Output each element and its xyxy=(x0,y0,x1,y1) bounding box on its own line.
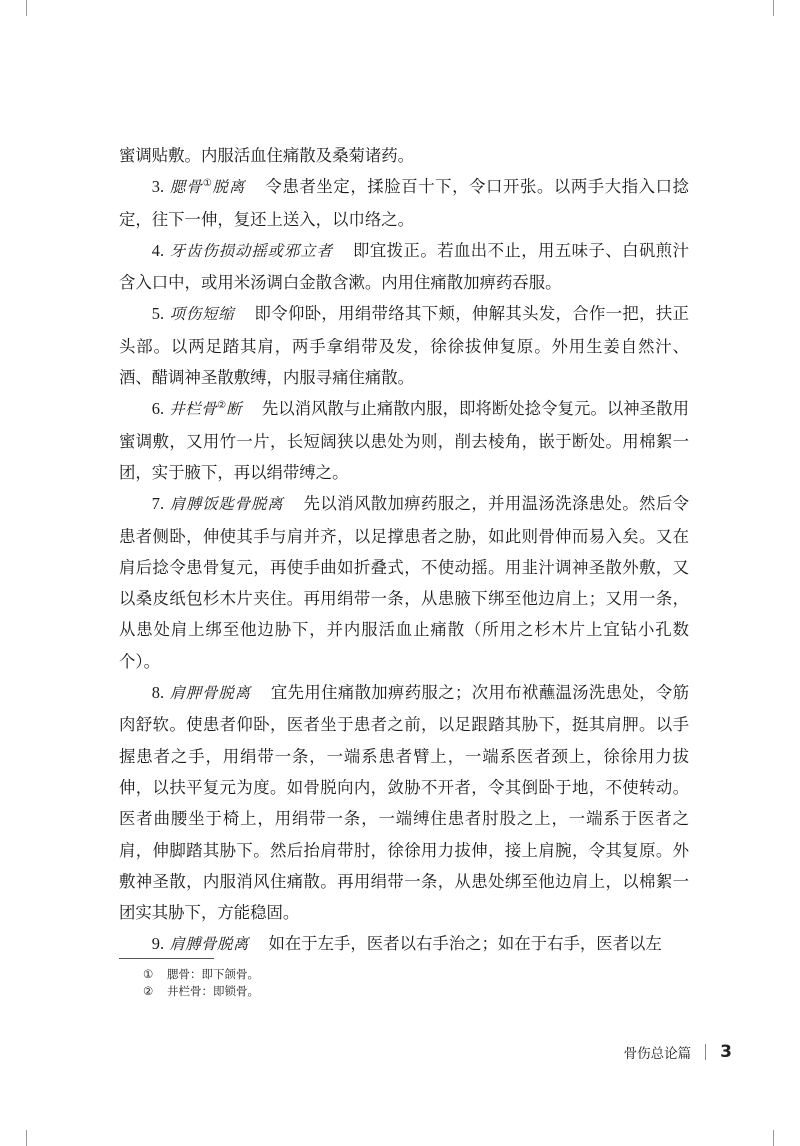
section-title-rest: 断 xyxy=(226,400,243,419)
text-line: 动。医者曲腰坐于椅上，用绢带一条，一端缚住患者肘股之上，一端系于医 xyxy=(119,777,690,829)
paragraph-intro: 蜜调贴敷。内服活血住痛散及桑菊诸药。 xyxy=(119,146,415,165)
page-number: 3 xyxy=(720,1042,732,1062)
section-paragraph xyxy=(119,298,689,393)
section-paragraph xyxy=(119,393,689,488)
section-number: 6. xyxy=(151,399,165,419)
text-line: 先以消风散加痹药服之，并用温汤洗涤患处。然 xyxy=(303,494,656,514)
running-foot-section: 骨伤总论篇 xyxy=(623,1046,692,1062)
text-line: 先以消风散与止痛散内服，即将断处捻令复元。以神 xyxy=(261,399,640,419)
footnote-rule xyxy=(119,958,214,959)
text-line: 令患者坐定，揉脸百十下，令口开张。以两手大指入口 xyxy=(264,177,673,197)
section-number: 5. xyxy=(151,304,165,324)
section-number: 8. xyxy=(151,683,165,703)
section-title: 肩膊骨脱离 xyxy=(169,935,249,954)
footnote-reference[interactable]: ① xyxy=(202,178,213,190)
text-line: 汁含入口中，或用米汤调白金散含漱。内用住痛散加痹药吞服。 xyxy=(119,240,689,293)
text-line: 用一条，从患处肩上绑至他边胁下，并内服活血止痛散（所用之杉木片上宜 xyxy=(119,589,690,640)
footnote xyxy=(143,983,259,1000)
section-paragraph xyxy=(119,928,689,960)
section-number: 3. xyxy=(151,177,165,197)
section-title: 牙齿伤损动摇或邪立者 xyxy=(169,241,333,260)
text-line: 捻定，往下一伸，复还上送入，以巾络之。 xyxy=(119,177,689,229)
crop-mark xyxy=(773,1130,774,1146)
text-line: 后令患者侧卧，伸使其手与肩并齐，以足撑患者之胁，如此则骨伸而易入矣。 xyxy=(119,494,690,546)
section-title: 肩胛骨脱离 xyxy=(169,684,251,703)
text-line: 原。外敷神圣散，内服消风住痛散。再用绢带一条，从患处绑至他边肩上， xyxy=(119,840,690,891)
section-paragraph xyxy=(119,235,689,299)
running-foot-divider xyxy=(705,1044,706,1060)
section-number: 4. xyxy=(151,240,165,260)
section-number: 9. xyxy=(151,934,165,954)
text-line: 如在于左手，医者以右手治之；如在于右手，医者以左 xyxy=(268,934,662,954)
text-line: 拔伸，以扶平复元为度。如骨脱向内，敛胁不开者，令其倒卧于地，不使转 xyxy=(119,746,689,797)
text-line: 圣散用蜜调敷，又用竹一片，长短阔狭以患处为则，削去棱角，嵌于断处。用 xyxy=(119,399,690,451)
section-number: 7. xyxy=(151,494,165,514)
footnote-text: 井栏骨：即锁骨。 xyxy=(167,984,259,998)
crop-mark xyxy=(773,0,774,16)
text-line: 又在肩后捻令患骨复元，再使手曲如折叠式，不使动摇。用韭汁调神圣散外 xyxy=(119,526,690,577)
text-line: 棉絮一团，实于腋下，再以绢带缚之。 xyxy=(119,431,690,482)
section-title: 项伤短缩 xyxy=(169,305,235,324)
text-line: 头部。以两足踏其肩，两手拿绢带及发，徐徐拔伸复原。外用生姜自然汁、 xyxy=(119,336,689,356)
text-line: 敷，又以桑皮纸包杉木片夹住。再用绢带一条，从患腋下绑至他边肩上；又 xyxy=(119,557,690,609)
text-line: 即宜拨正。若血出不止，用五味子、白矾煎 xyxy=(352,240,673,260)
section-paragraph xyxy=(119,171,689,235)
text-line: 即令仰卧，用绢带络其下颊，伸解其头发，合作一把，扶正 xyxy=(254,304,689,324)
text-line: 者之肩，伸脚踏其胁下。然后抬肩带肘，徐徐用力拔伸，接上肩腕，令其复 xyxy=(119,809,690,860)
text-line: 宜先用住痛散加痹药服之；次用布袱蘸温汤洗患处，令 xyxy=(270,683,673,703)
section-paragraph xyxy=(119,488,689,677)
footnote-text: 腮骨：即下颌骨。 xyxy=(167,967,259,981)
footnotes xyxy=(143,966,259,1000)
text-line: 筋肉舒软。使患者仰卧，医者坐于患者之前，以足跟踏其胁下，挺其肩胛。 xyxy=(119,683,689,735)
section-title: 腮骨 xyxy=(169,178,203,197)
sections-container xyxy=(119,171,689,960)
footnote-mark: ② xyxy=(143,984,154,998)
section-title: 井栏骨 xyxy=(169,400,218,419)
text-line: 酒、醋调神圣散敷缚，内服寻痛住痛散。 xyxy=(119,368,415,388)
footnote-reference[interactable]: ② xyxy=(217,400,227,412)
crop-mark xyxy=(26,0,27,16)
crop-mark xyxy=(26,1130,27,1146)
footnote-mark: ① xyxy=(143,967,154,981)
running-foot xyxy=(624,1042,732,1062)
text-line: 以手握患者之手，用绢带一条，一端系患者臂上，一端系医者颈上，徐徐用力 xyxy=(119,715,690,766)
text-line: 钻小孔数个）。 xyxy=(119,620,690,671)
text-line: 以棉絮一团实其胁下，方能稳固。 xyxy=(119,871,690,923)
footnote xyxy=(143,966,259,983)
section-title: 肩膊饭匙骨脱离 xyxy=(169,495,284,514)
section-title-rest: 脱离 xyxy=(212,178,246,197)
section-paragraph xyxy=(119,677,689,928)
body-text xyxy=(119,140,689,961)
